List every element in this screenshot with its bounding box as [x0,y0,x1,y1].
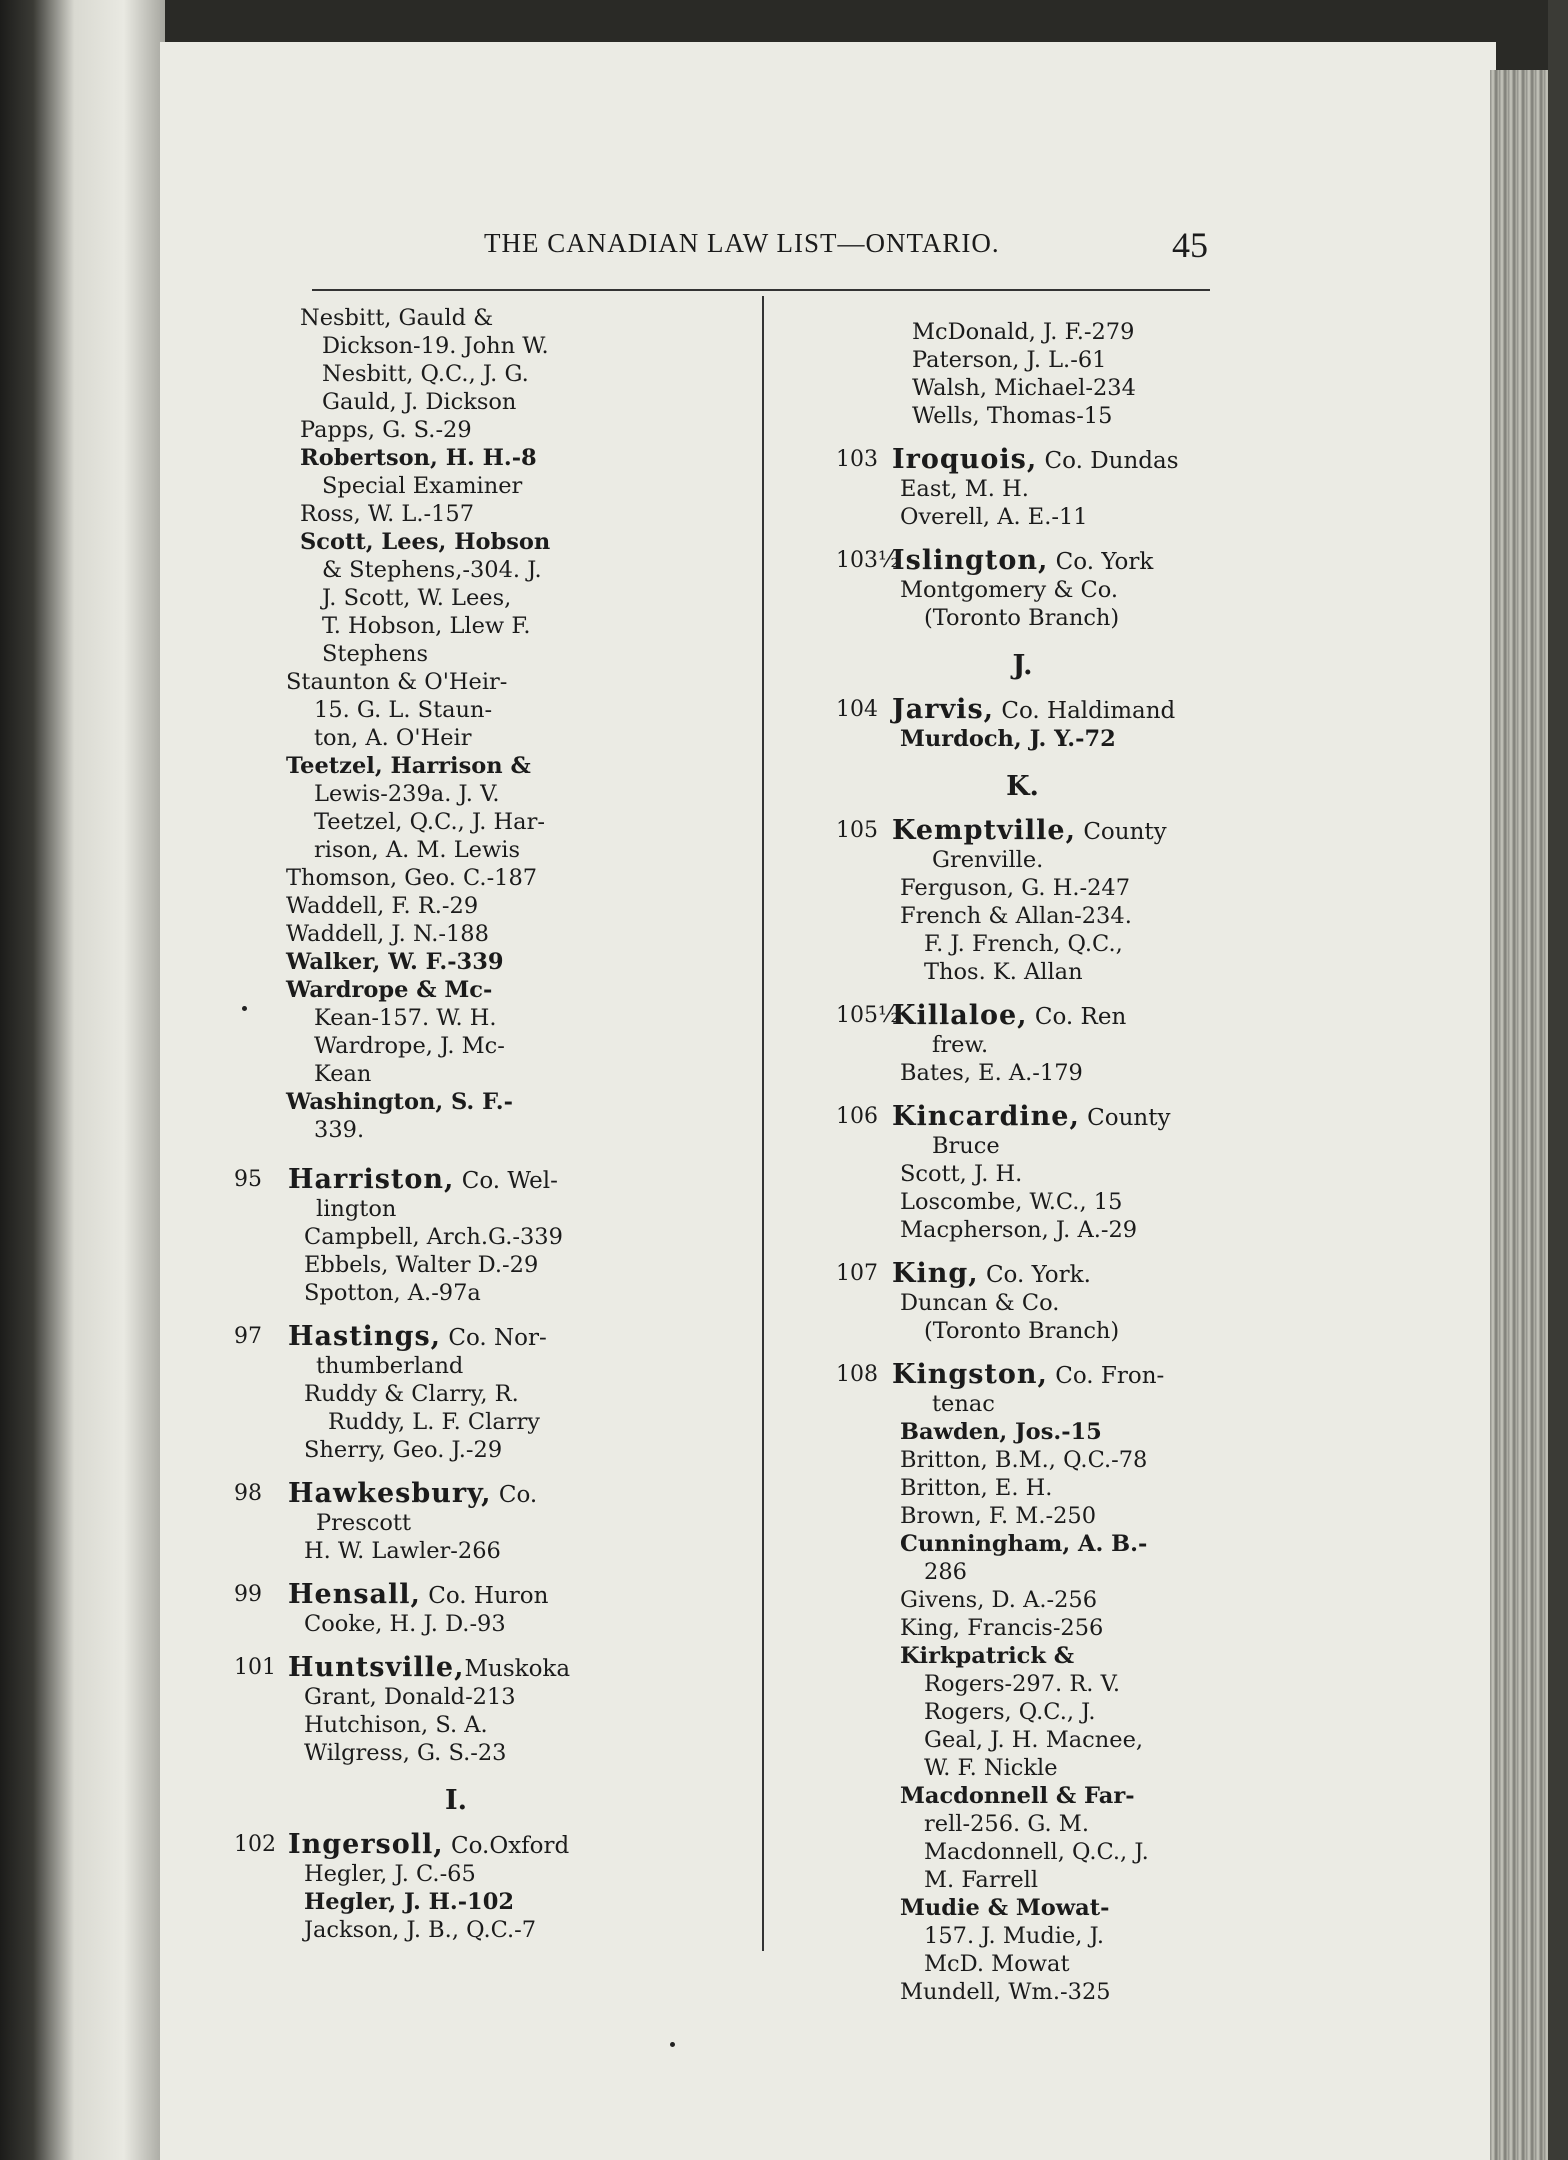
county-continuation: Prescott [316,1510,411,1536]
lawyer-listing: Waddell, J. N.-188 [286,921,489,947]
lawyer-listing: 15. G. L. Staun- [314,697,493,723]
section-letter-j: J. [1012,650,1033,681]
lawyer-listing: Grant, Donald-213 [304,1684,516,1710]
lawyer-listing: Ruddy & Clarry, R. [304,1381,519,1407]
entry-number: 107 [836,1261,878,1286]
left-column [224,304,624,1944]
county-name: County [1076,819,1167,845]
speck [242,1006,247,1011]
lawyer-listing: Cooke, H. J. D.-93 [304,1611,506,1637]
entry-number: 106 [836,1104,878,1129]
entry-number: 104 [836,697,878,722]
entry-number: 97 [234,1324,262,1349]
entry-number: 105½ [836,1003,900,1028]
lawyer-listing: Sherry, Geo. J.-29 [304,1437,503,1463]
lawyer-listing: Waddell, F. R.-29 [286,893,479,919]
town-entry [224,1323,624,1352]
lawyer-listing: Britton, E. H. [900,1475,1053,1501]
county-name: Co. Huron [420,1583,549,1609]
county-continuation: Grenville. [932,847,1044,873]
town-name: Kemptville, [892,815,1077,846]
county-name: County [1079,1105,1171,1131]
lawyer-listing: Kirkpatrick & [900,1643,1075,1669]
lawyer-listing: Brown, F. M.-250 [900,1503,1097,1529]
county-name: Co.Oxford [443,1833,570,1859]
lawyer-listing: Walsh, Michael-234 [912,375,1136,401]
town-name: Hawkesbury, [288,1478,492,1509]
lawyer-listing: Mundell, Wm.-325 [900,1979,1111,2005]
lawyer-listing: Rogers-297. R. V. [924,1671,1121,1697]
lawyer-listing: Kean [314,1061,372,1087]
spacer [224,1144,624,1150]
lawyer-listing: Lewis-239a. J. V. [314,781,500,807]
lawyer-listing: King, Francis-256 [900,1615,1104,1641]
town-name: Hastings, [288,1321,442,1352]
lawyer-listing: Wardrope, J. Mc- [314,1033,505,1059]
left-page-edge [0,0,165,2160]
lawyer-listing: Macdonnell & Far- [900,1783,1135,1809]
lawyer-listing: Cunningham, A. B.- [900,1531,1148,1557]
county-continuation: lington [316,1196,397,1222]
town-name: King, [892,1258,979,1289]
entry-number: 103 [836,447,878,472]
lawyer-listing: Bates, E. A.-179 [900,1060,1083,1086]
speck [670,2042,675,2047]
lawyer-listing: rison, A. M. Lewis [314,837,520,863]
lawyer-listing: Thos. K. Allan [924,959,1083,985]
lawyer-listing: H. W. Lawler-266 [304,1538,501,1564]
town-name: Kingston, [892,1359,1048,1390]
lawyer-listing: Ross, W. L.-157 [300,501,475,527]
lawyer-listing: Hutchison, S. A. [304,1712,488,1738]
lawyer-listing: Scott, Lees, Hobson [300,529,551,555]
section-letter-k: K. [1006,771,1039,802]
lawyer-listing: Murdoch, J. Y.-72 [900,726,1116,752]
lawyer-listing: T. Hobson, Llew F. [322,613,531,639]
lawyer-listing: Robertson, H. H.-8 [300,445,537,471]
entry-number: 101 [234,1655,276,1680]
lawyer-listing: Wells, Thomas-15 [912,403,1113,429]
lawyer-listing: Overell, A. E.-11 [900,504,1088,530]
lawyer-listing: Teetzel, Q.C., J. Har- [314,809,545,835]
town-entry [760,1002,1145,1031]
lawyer-listing: East, M. H. [900,476,1029,502]
county-name: Co. Dundas [1037,448,1179,474]
town-entry [224,1581,624,1610]
lawyer-listing: Montgomery & Co. [900,577,1119,603]
lawyer-listing: Scott, J. H. [900,1161,1023,1187]
lawyer-listing: 339. [314,1117,365,1143]
town-name: Huntsville, [288,1652,465,1683]
entry-number: 102 [234,1832,276,1857]
section-letter-i: I. [444,1785,468,1816]
town-name: Iroquois, [892,444,1038,475]
lawyer-listing: Duncan & Co. [900,1290,1060,1316]
entry-number: 98 [234,1481,262,1506]
lawyer-listing: ton, A. O'Heir [314,725,472,751]
lawyer-listing: Loscombe, W.C., 15 [900,1189,1123,1215]
lawyer-listing: Paterson, J. L.-61 [912,347,1107,373]
county-continuation: thumberland [316,1353,464,1379]
lawyer-listing: 157. J. Mudie, J. [924,1923,1104,1949]
lawyer-listing: Nesbitt, Q.C., J. G. [322,361,529,387]
lawyer-listing: Ruddy, L. F. Clarry [328,1409,540,1435]
lawyer-listing: (Toronto Branch) [924,605,1120,631]
lawyer-listing: Special Examiner [322,473,523,499]
town-entry [760,694,1176,725]
county-name: Co. [491,1482,538,1508]
lawyer-listing: Thomson, Geo. C.-187 [286,865,538,891]
town-name: Killaloe, [892,1000,1028,1031]
county-name: Co. Haldimand [994,698,1176,724]
town-entry [760,1101,1171,1132]
lawyer-listing: Washington, S. F.- [286,1089,513,1115]
page-number: 45 [1172,225,1208,265]
lawyer-listing: Wardrope & Mc- [286,977,493,1003]
town-entry [760,444,1179,475]
lawyer-listing: Wilgress, G. S.-23 [304,1740,507,1766]
town-entry [224,1654,624,1683]
lawyer-listing: W. F. Nickle [924,1755,1058,1781]
lawyer-listing: Mudie & Mowat- [900,1895,1110,1921]
entry-number: 99 [234,1582,262,1607]
lawyer-listing: Nesbitt, Gauld & [300,305,494,331]
lawyer-listing: Stephens [322,641,429,667]
lawyer-listing: Kean-157. W. H. [314,1005,497,1031]
lawyer-listing: rell-256. G. M. [924,1811,1089,1837]
town-entry [760,815,1167,846]
lawyer-listing: Hegler, J. H.-102 [304,1889,515,1915]
lawyer-listing: Dickson-19. John W. [322,333,549,359]
county-name: Co. Nor- [441,1325,547,1351]
lawyer-listing: Givens, D. A.-256 [900,1587,1098,1613]
town-name: Ingersoll, [288,1829,444,1860]
county-name: Co. Fron- [1047,1363,1165,1389]
lawyer-listing: Ebbels, Walter D.-29 [304,1252,539,1278]
county-name: Muskoka [464,1656,571,1682]
lawyer-listing: Papps, G. S.-29 [300,417,472,443]
town-entry [224,1166,624,1195]
lawyer-listing: (Toronto Branch) [924,1318,1120,1344]
town-entry [224,1831,624,1860]
county-name: Co. York. [978,1262,1091,1288]
lawyer-listing: Gauld, J. Dickson [322,389,517,415]
county-continuation: Bruce [932,1133,1000,1159]
town-entry [760,545,1154,576]
header-rule [312,289,1210,291]
entry-number: 105 [836,818,878,843]
lawyer-listing: J. Scott, W. Lees, [322,585,512,611]
lawyer-listing: Macdonnell, Q.C., J. [924,1839,1149,1865]
county-continuation: frew. [932,1032,989,1058]
binding-shadow [1548,0,1568,2160]
lawyer-listing: Hegler, J. C.-65 [304,1861,476,1887]
town-entry [224,1480,624,1509]
county-name: Co. Wel- [454,1168,558,1194]
lawyer-listing: Walker, W. F.-339 [286,949,504,975]
town-name: Jarvis, [892,694,995,725]
lawyer-listing: Ferguson, G. H.-247 [900,875,1131,901]
lawyer-listing: 286 [924,1559,967,1585]
right-column [760,318,1179,2006]
lawyer-listing: Britton, B.M., Q.C.-78 [900,1447,1148,1473]
running-head: THE CANADIAN LAW LIST—ONTARIO. [484,228,1000,258]
lawyer-listing: McDonald, J. F.-279 [912,319,1135,345]
entry-number: 108 [836,1362,878,1387]
lawyer-listing: & Stephens,-304. J. [322,557,542,583]
lawyer-listing: Macpherson, J. A.-29 [900,1217,1138,1243]
lawyer-listing: French & Allan-234. [900,903,1132,929]
town-entry [760,1359,1165,1390]
entry-number: 103½ [836,548,900,573]
lawyer-listing: Rogers, Q.C., J. [924,1699,1096,1725]
lawyer-listing: Jackson, J. B., Q.C.-7 [304,1917,537,1943]
county-name: Co. York [1048,549,1154,575]
lawyer-listing: F. J. French, Q.C., [924,931,1123,957]
lawyer-listing: Teetzel, Harrison & [286,753,531,779]
entry-number: 95 [234,1167,262,1192]
lawyer-listing: Bawden, Jos.-15 [900,1419,1102,1445]
county-name: Co. Ren [1027,1004,1127,1030]
town-name: Kincardine, [892,1101,1080,1132]
town-entry [760,1260,1145,1289]
lawyer-listing: Staunton & O'Heir- [286,669,508,695]
town-name: Islington, [892,545,1049,576]
lawyer-listing: Spotton, A.-97a [304,1280,481,1306]
lawyer-listing: Campbell, Arch.G.-339 [304,1224,563,1250]
lawyer-listing: McD. Mowat [924,1951,1070,1977]
town-name: Harriston, [288,1164,455,1195]
town-name: Hensall, [288,1579,421,1610]
lawyer-listing: Geal, J. H. Macnee, [924,1727,1144,1753]
county-continuation: tenac [932,1391,995,1417]
lawyer-listing: M. Farrell [924,1867,1039,1893]
